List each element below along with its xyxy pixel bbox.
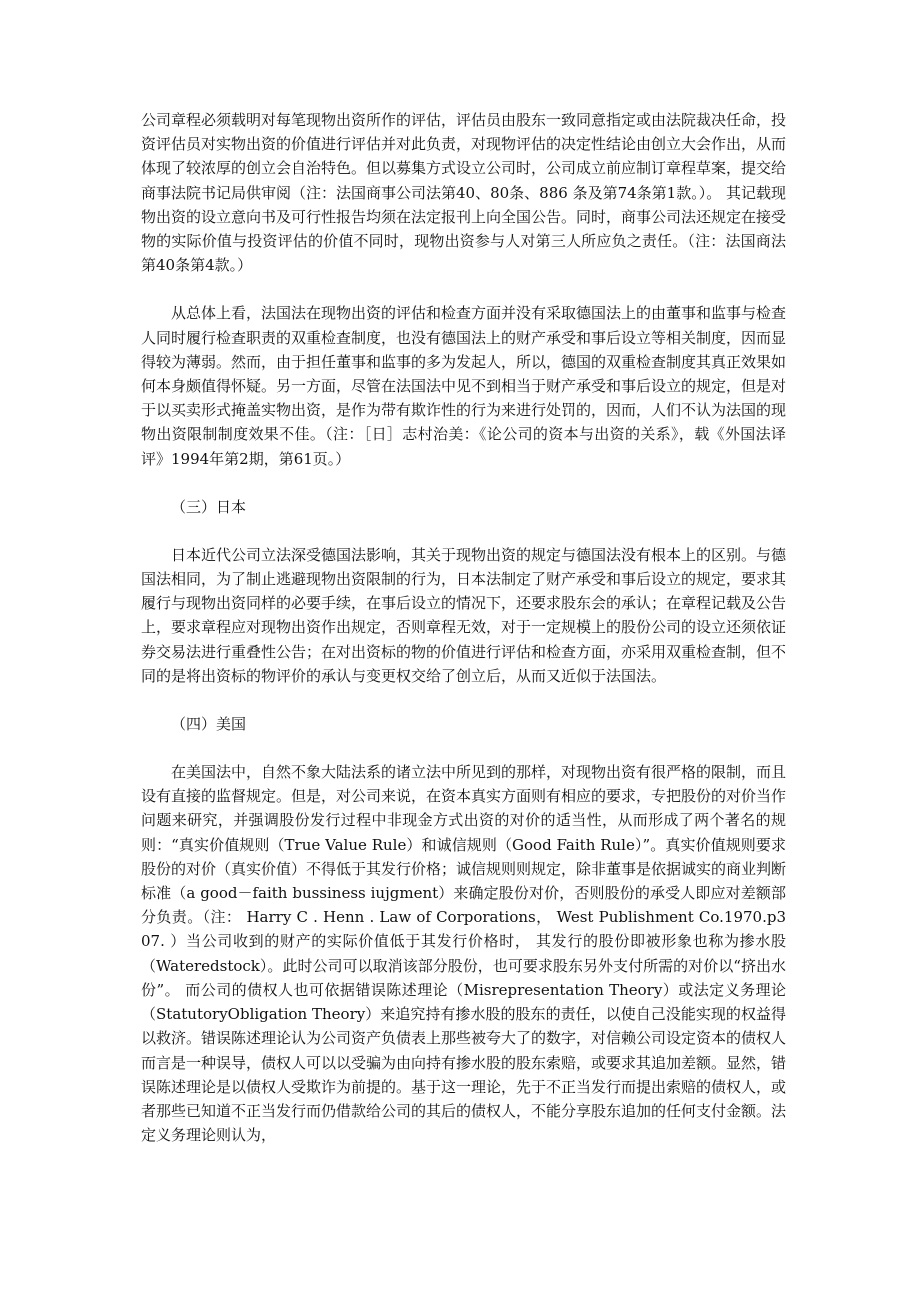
paragraph-us-law: 在美国法中，自然不象大陆法系的诸立法中所见到的那样，对现物出资有很严格的限制，而且设有直接的监督规定。但是，对公司来说，在资本真实方面则有相应的要求，专把股份的对价当作问题来研究，并强调股份发行过程中非现金方式出资的对价的适当性，从而形成了两个著名的规则：“真实价值规则（True Value Rule）和诚信规则（Good Faith Rule）”。真实价值规则要求股份的对价（真实价值）不得低于其发行价格；诚信规则则规定，除非董事是依据诚实的商业判断标准（a good－faith bussiness iujgment）来确定股份对价，否则股份的承受人即应对差额部分负责。（注： Harry C . Henn . Law of Corporations， West Publishment Co.1970.p307. ）当公司收到的财产的实际价值低于其发行价格时， 其发行的股份即被形象也称为掺水股（Wateredstock）。此时公司可以取消该部分股份，也可要求股东另外支付所需的对价以“挤出水份”。 而公司的债权人也可依据错误陈述理论（Misrepresentation Theory）或法定义务理论（StatutoryObligation Theory）来追究持有掺水股的股东的责任，以使自己没能实现的权益得以救济。错误陈述理论认为公司资产负债表上那些被夸大了的数字，对信赖公司设定资本的债权人而言是一种误导，债权人可以以受骗为由向持有掺水股的股东索赔，或要求其追加差额。显然，错误陈述理论是以债权人受欺诈为前提的。基于这一理论，先于不正当发行而提出索赔的债权人，或者那些已知道不正当发行而仍借款给公司的其后的债权人，不能分享股东追加的任何支付金额。法定义务理论则认为，	[141, 763, 787, 1145]
section-heading-japan: （三）日本	[171, 497, 247, 516]
document-page	[141, 108, 786, 1147]
paragraph-japan-law: 日本近代公司立法深受德国法影响，其关于现物出资的规定与德国法没有根本上的区别。与德国法相同，为了制止逃避现物出资限制的行为，日本法制定了财产承受和事后设立的规定，要求其履行与现物出资同样的必要手续，在事后设立的情况下，还要求股东会的承认；在章程记载及公告上，要求章程应对现物出资作出规定，否则章程无效，对于一定规模上的股份公司的设立还须依证券交易法进行重叠性公告；在对出资标的物的价值进行评估和检查方面，亦采用双重检查制，但不同的是将出资标的物评价的承认与变更权交给了创立后，从而又近似于法国法。	[141, 545, 787, 685]
paragraph-company-charter: 公司章程必须载明对每笔现物出资所作的评估，评估员由股东一致同意指定或由法院裁决任命，投资评估员对实物出资的价值进行评估并对此负责，对现物评估的决定性结论由创立大会作出，从而体现了较浓厚的创立会自治特色。但以募集方式设立公司时，公司成立前应制订章程草案，提交给商事法院书记局供审阅（注：法国商事公司法第40、80条、886 条及第74条第1款。）。 其记载现物出资的设立意向书及可行性报告均须在法定报刊上向全国公告。同时，商事公司法还规定在接受物的实际价值与投资评估的价值不同时，现物出资参与人对第三人所应负之责任。（注：法国商法第40条第4款。）	[141, 111, 787, 275]
section-heading-usa: （四）美国	[171, 715, 247, 734]
paragraph-french-law-overview: 从总体上看，法国法在现物出资的评估和检查方面并没有采取德国法上的由董事和监事与检查人同时履行检查职责的双重检查制度，也没有德国法上的财产承受和事后设立等相关制度，因而显得较为薄弱。然而，由于担任董事和监事的多为发起人，所以，德国的双重检查制度其真正效果如何本身颇值得怀疑。另一方面，尽管在法国法中见不到相当于财产承受和事后设立的规定，但是对于以买卖形式掩盖实物出资，是作为带有欺诈性的行为来进行处罚的，因而，人们不认为法国的现物出资限制制度效果不佳。（注：［日］志村治美：《论公司的资本与出资的关系》，载《外国法译评》1994年第2期，第61页。）	[141, 304, 787, 468]
